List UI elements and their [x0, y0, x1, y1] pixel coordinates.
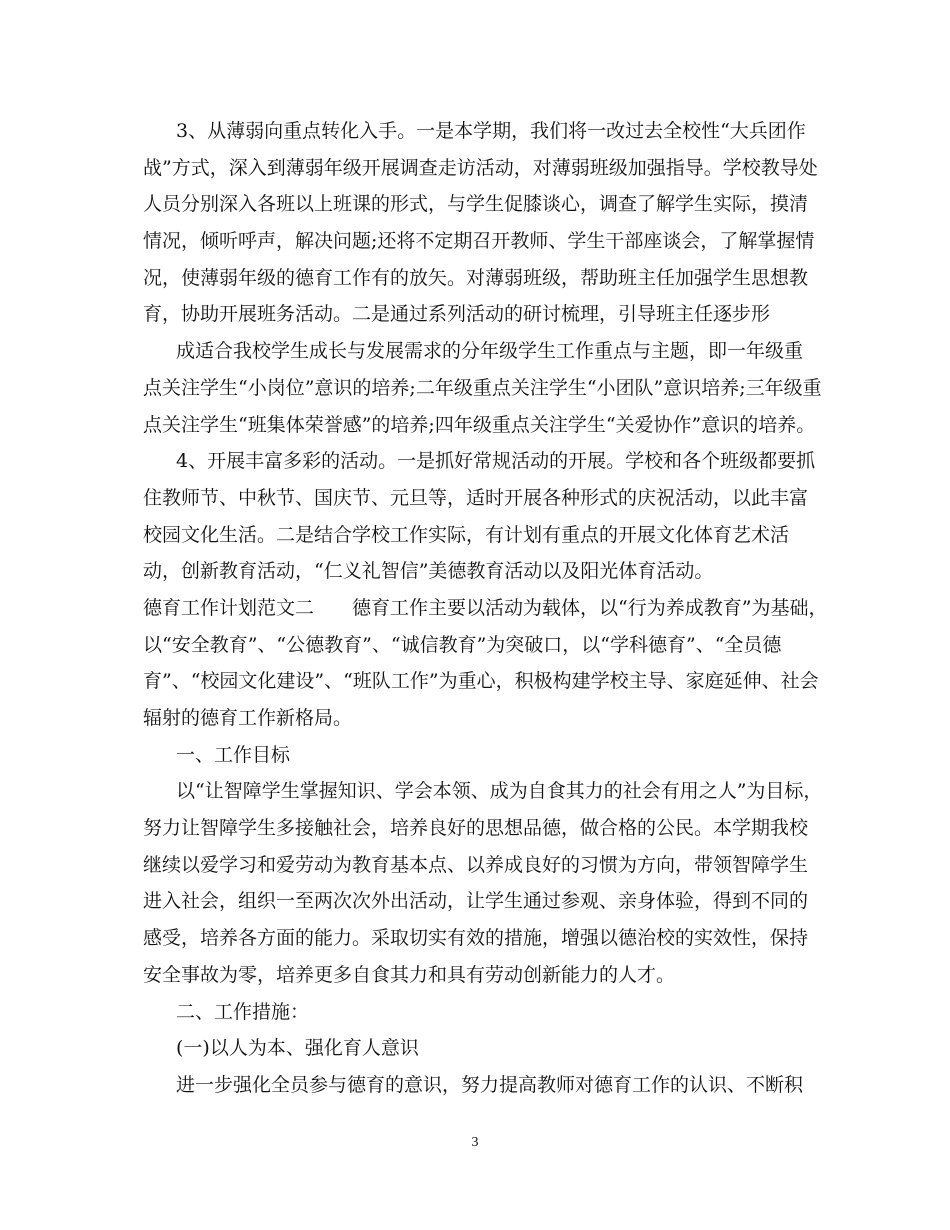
paragraph-line: 安全事故为零，培养更多自食其力和具有劳动创新能力的人才。 [143, 963, 676, 986]
paragraph-line: 点关注学生“班集体荣誉感”的培养;四年级重点关注学生“关爱协作”意识的培养。 [143, 413, 816, 436]
page-number: 3 [471, 1135, 479, 1150]
paragraph-text: 德育工作主要以活动为载体，以“行为养成教育”为基础， [352, 596, 828, 619]
paragraph-line: 战”方式，深入到薄弱年级开展调查走访活动，对薄弱班级加强指导。学校教导处 [143, 156, 818, 179]
document-body [143, 113, 828, 1104]
heading-work-measures: 二、工作措施： [176, 1000, 310, 1023]
paragraph-line: 感受，培养各方面的能力。采取切实有效的措施，增强以德治校的实效性，保持 [143, 927, 809, 950]
paragraph-line: 努力让智障学生多接触社会，培养良好的思想品德，做合格的公民。本学期我校 [143, 817, 809, 840]
paragraph-line: 人员分别深入各班以上班课的形式，与学生促膝谈心，调查了解学生实际，摸清 [143, 193, 809, 216]
paragraph-line: 成适合我校学生成长与发展需求的分年级学生工作重点与主题，即一年级重 [176, 340, 804, 363]
paragraph-line: 住教师节、中秋节、国庆节、元旦等，适时开展各种形式的庆祝活动，以此丰富 [143, 486, 809, 509]
paragraph-line: 育”、“校园文化建设”、“班队工作”为重心，积极构建学校主导、家庭延伸、社会 [143, 670, 819, 693]
section-heading: 德育工作计划范文二 [143, 596, 315, 619]
paragraph-line: 以“安全教育”、“公德教育”、“诚信教育”为突破口，以“学科德育”、“全员德 [143, 633, 782, 656]
paragraph-line: 以“让智障学生掌握知识、学会本领、成为自食其力的社会有用之人”为目标， [176, 780, 823, 803]
section-heading-line [143, 590, 828, 627]
paragraph-line: 4、开展丰富多彩的活动。一是抓好常规活动的开展。学校和各个班级都要抓 [176, 450, 816, 473]
subheading-people-oriented: (一)以人为本、强化育人意识 [176, 1037, 419, 1060]
paragraph-line: 进一步强化全员参与德育的意识，努力提高教师对德育工作的认识、不断积 [176, 1073, 804, 1096]
paragraph-line: 情况，倾听呼声，解决问题;还将不定期召开教师、学生干部座谈会，了解掌握情 [143, 230, 815, 253]
paragraph-line: 点关注学生“小岗位”意识的培养;二年级重点关注学生“小团队”意识培养;三年级重 [143, 376, 822, 399]
paragraph-line: 继续以爱学习和爱劳动为教育基本点、以养成良好的习惯为方向，带领智障学生 [143, 853, 809, 876]
paragraph-line: 3、从薄弱向重点转化入手。一是本学期，我们将一改过去全校性“大兵团作 [176, 120, 806, 142]
paragraph-line: 动，创新教育活动，“仁义礼智信”美德教育活动以及阳光体育活动。 [143, 560, 714, 583]
paragraph-line: 辐射的德育工作新格局。 [143, 707, 353, 729]
paragraph-line: 校园文化生活。二是结合学校工作实际，有计划有重点的开展文化体育艺术活 [143, 523, 790, 546]
paragraph-line: 育，协助开展班务活动。二是通过系列活动的研讨梳理，引导班主任逐步形 [143, 303, 771, 326]
heading-work-goals: 一、工作目标 [176, 743, 291, 766]
paragraph-line: 进入社会，组织一至两次次外出活动，让学生通过参观、亲身体验，得到不同的 [143, 890, 809, 913]
paragraph-line: 况，使薄弱年级的德育工作有的放矢。对薄弱班级，帮助班主任加强学生思想教 [143, 266, 809, 289]
